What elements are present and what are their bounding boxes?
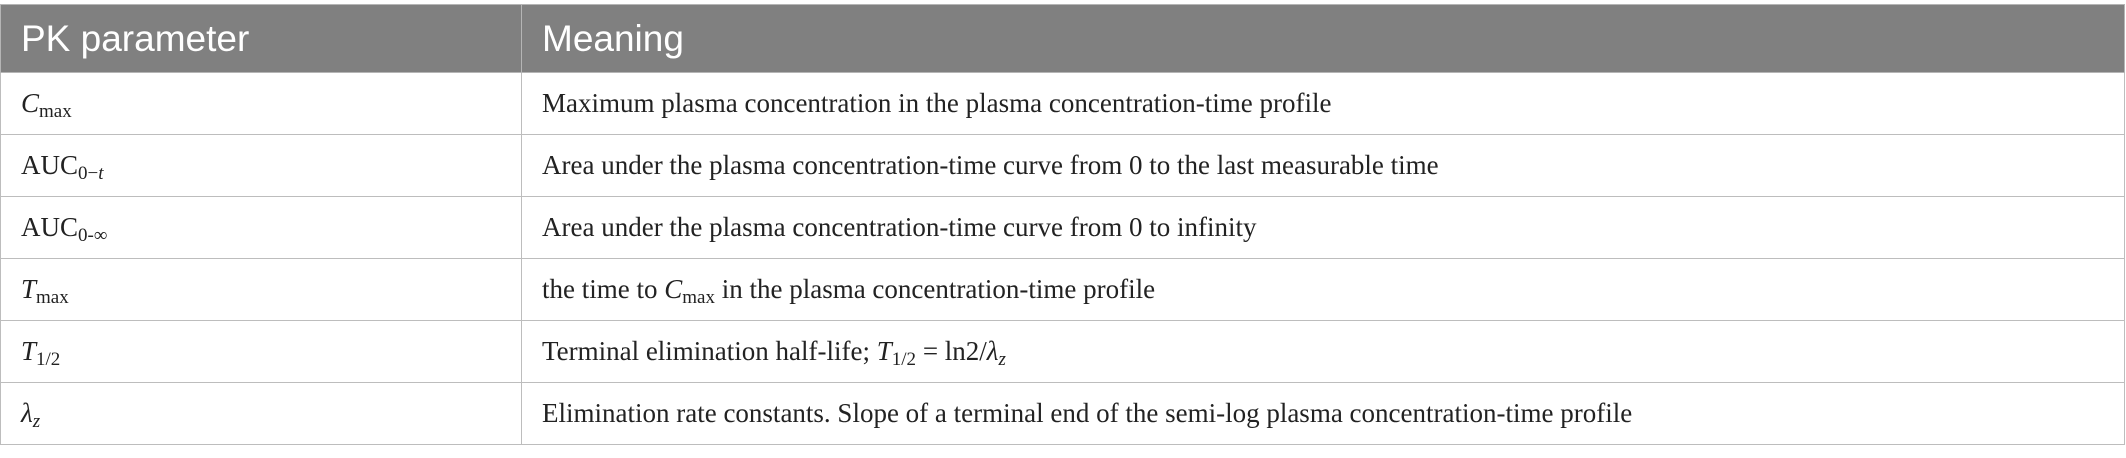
pk-parameter-table — [0, 4, 2125, 445]
table-row — [1, 383, 2125, 445]
meaning-text: the time to — [542, 274, 665, 304]
meaning-cell — [522, 259, 2125, 321]
table-row — [1, 135, 2125, 197]
param-symbol: T — [21, 274, 37, 304]
param-subscript: 1/2 — [36, 349, 61, 370]
param-subscript: z — [32, 411, 41, 432]
table-row — [1, 259, 2125, 321]
meaning-symbol-subscript: max — [682, 287, 715, 308]
table-header-row — [1, 5, 2125, 73]
meaning-equation: = ln2/ — [916, 336, 987, 366]
header-pk-parameter: PK parameter — [1, 5, 522, 73]
param-symbol: C — [21, 88, 40, 118]
meaning-cell: Area under the plasma concentration-time curve from 0 to infinity — [522, 197, 2125, 259]
meaning-symbol-subscript: 1/2 — [891, 349, 917, 370]
param-cell — [1, 135, 522, 197]
param-subscript: max — [36, 287, 69, 308]
meaning-cell: Area under the plasma concentration-time curve from 0 to the last measurable time — [522, 135, 2125, 197]
param-cell — [1, 73, 522, 135]
param-cell — [1, 259, 522, 321]
table-row — [1, 321, 2125, 383]
meaning-lambda-subscript: z — [998, 349, 1006, 370]
meaning-text: Terminal elimination half-life; — [542, 336, 877, 366]
param-symbol: AUC — [21, 212, 79, 242]
param-cell — [1, 383, 522, 445]
param-symbol: λ — [21, 398, 33, 428]
param-symbol: T — [21, 336, 37, 366]
param-subscript-part: 0− — [78, 163, 99, 184]
param-subscript: max — [39, 101, 72, 122]
meaning-symbol: T — [876, 336, 892, 366]
param-symbol: AUC — [21, 150, 79, 180]
meaning-cell: Elimination rate constants. Slope of a terminal end of the semi-log plasma concentration-time profile — [522, 383, 2125, 445]
param-cell — [1, 321, 522, 383]
meaning-cell — [522, 321, 2125, 383]
table-row — [1, 73, 2125, 135]
param-subscript — [78, 163, 104, 184]
table-row — [1, 197, 2125, 259]
meaning-lambda: λ — [986, 336, 999, 366]
param-cell — [1, 197, 522, 259]
meaning-symbol: C — [664, 274, 683, 304]
param-subscript: 0-∞ — [78, 225, 108, 246]
header-meaning: Meaning — [522, 5, 2125, 73]
meaning-text: in the plasma concentration-time profile — [714, 274, 1156, 304]
meaning-cell: Maximum plasma concentration in the plasma concentration-time profile — [522, 73, 2125, 135]
param-subscript-var: t — [98, 163, 104, 184]
